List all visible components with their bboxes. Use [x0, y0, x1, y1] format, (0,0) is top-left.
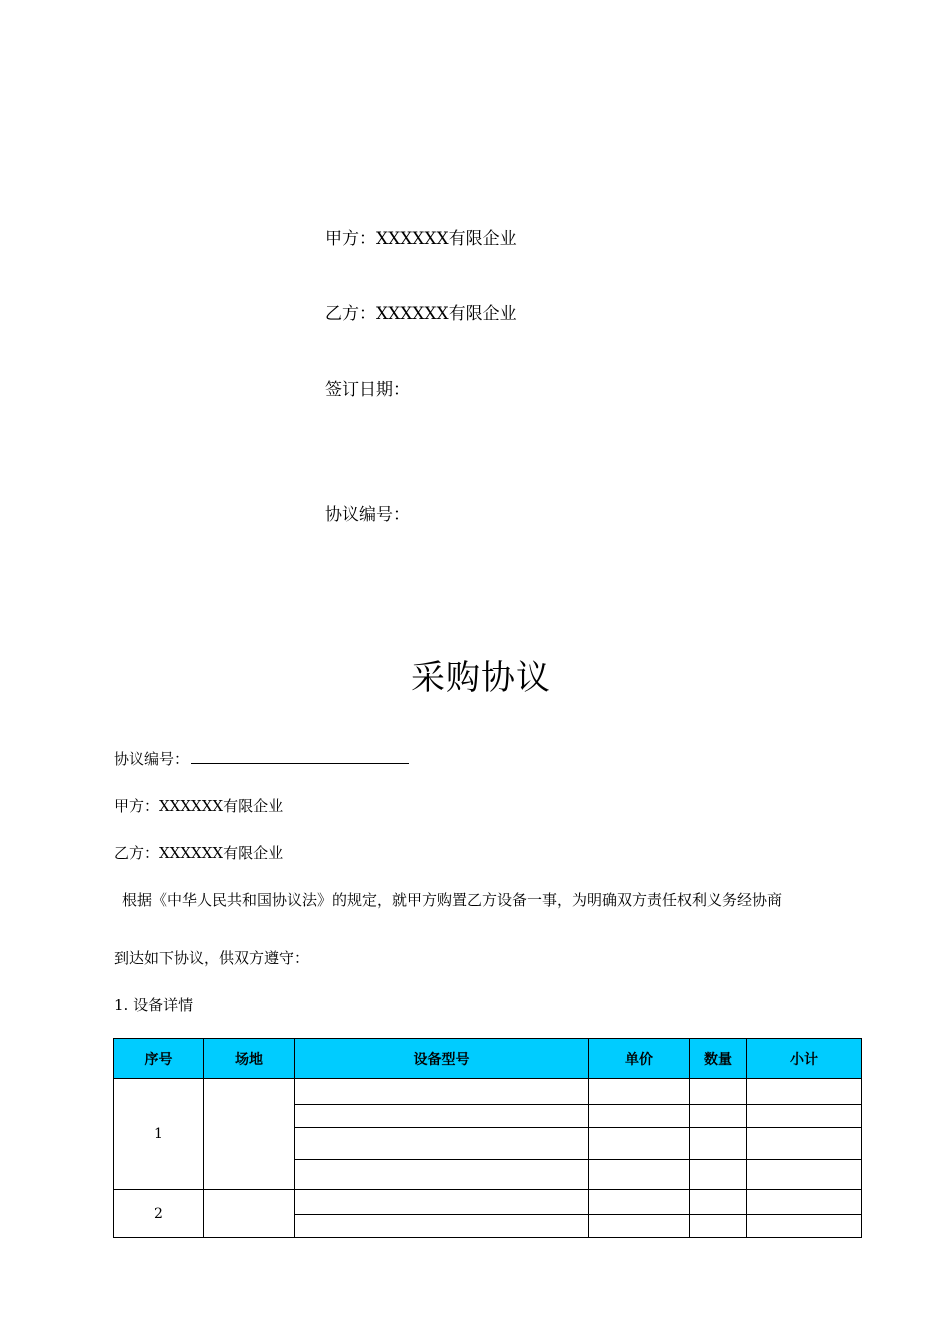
subtotal-cell[interactable]: [747, 1190, 862, 1215]
unit-price-cell[interactable]: [589, 1160, 690, 1190]
table-row: [114, 1079, 862, 1105]
table-row: [114, 1190, 862, 1215]
cover-party-b: 乙方：XXXXXX有限企业: [325, 304, 517, 324]
col-header-subtotal: 小计: [747, 1039, 862, 1079]
site-cell[interactable]: [204, 1190, 295, 1238]
row-index-cell: 1: [114, 1079, 204, 1190]
unit-price-cell[interactable]: [589, 1190, 690, 1215]
col-header-unit-price: 单价: [589, 1039, 690, 1079]
subtotal-cell[interactable]: [747, 1105, 862, 1128]
unit-price-cell[interactable]: [589, 1128, 690, 1160]
unit-price-cell[interactable]: [589, 1215, 690, 1238]
subtotal-cell[interactable]: [747, 1160, 862, 1190]
row-index-cell: 2: [114, 1190, 204, 1238]
document-title: 采购协议: [411, 658, 551, 698]
model-cell[interactable]: [295, 1128, 589, 1160]
model-cell[interactable]: [295, 1079, 589, 1105]
paragraph-line-1: 根据《中华人民共和国协议法》的规定，就甲方购置乙方设备一事，为明确双方责任权利义务经协商: [122, 891, 783, 909]
body-party-b: 乙方：XXXXXX有限企业: [114, 844, 284, 862]
paragraph-line-2: 到达如下协议，供双方遵守：: [114, 949, 310, 967]
cover-agreement-no: 协议编号：: [325, 505, 410, 525]
subtotal-cell[interactable]: [747, 1215, 862, 1238]
subtotal-cell[interactable]: [747, 1128, 862, 1160]
model-cell[interactable]: [295, 1160, 589, 1190]
agreement-no-field[interactable]: [191, 749, 409, 764]
section-heading-equipment: 1. 设备详情: [114, 996, 194, 1014]
quantity-cell[interactable]: [690, 1190, 747, 1215]
unit-price-cell[interactable]: [589, 1105, 690, 1128]
col-header-site: 场地: [204, 1039, 295, 1079]
quantity-cell[interactable]: [690, 1215, 747, 1238]
quantity-cell[interactable]: [690, 1160, 747, 1190]
quantity-cell[interactable]: [690, 1105, 747, 1128]
unit-price-cell[interactable]: [589, 1079, 690, 1105]
cover-sign-date: 签订日期：: [325, 380, 410, 400]
body-party-a: 甲方：XXXXXX有限企业: [114, 797, 284, 815]
site-cell[interactable]: [204, 1079, 295, 1190]
quantity-cell[interactable]: [690, 1079, 747, 1105]
subtotal-cell[interactable]: [747, 1079, 862, 1105]
model-cell[interactable]: [295, 1105, 589, 1128]
model-cell[interactable]: [295, 1190, 589, 1215]
agreement-no-label: 协议编号：: [114, 750, 190, 768]
col-header-model: 设备型号: [295, 1039, 589, 1079]
model-cell[interactable]: [295, 1215, 589, 1238]
col-header-quantity: 数量: [690, 1039, 747, 1079]
cover-party-a: 甲方：XXXXXX有限企业: [325, 229, 517, 249]
equipment-table: [113, 1038, 862, 1238]
agreement-no-line: [114, 748, 409, 769]
table-header-row: [114, 1039, 862, 1079]
col-header-index: 序号: [114, 1039, 204, 1079]
quantity-cell[interactable]: [690, 1128, 747, 1160]
